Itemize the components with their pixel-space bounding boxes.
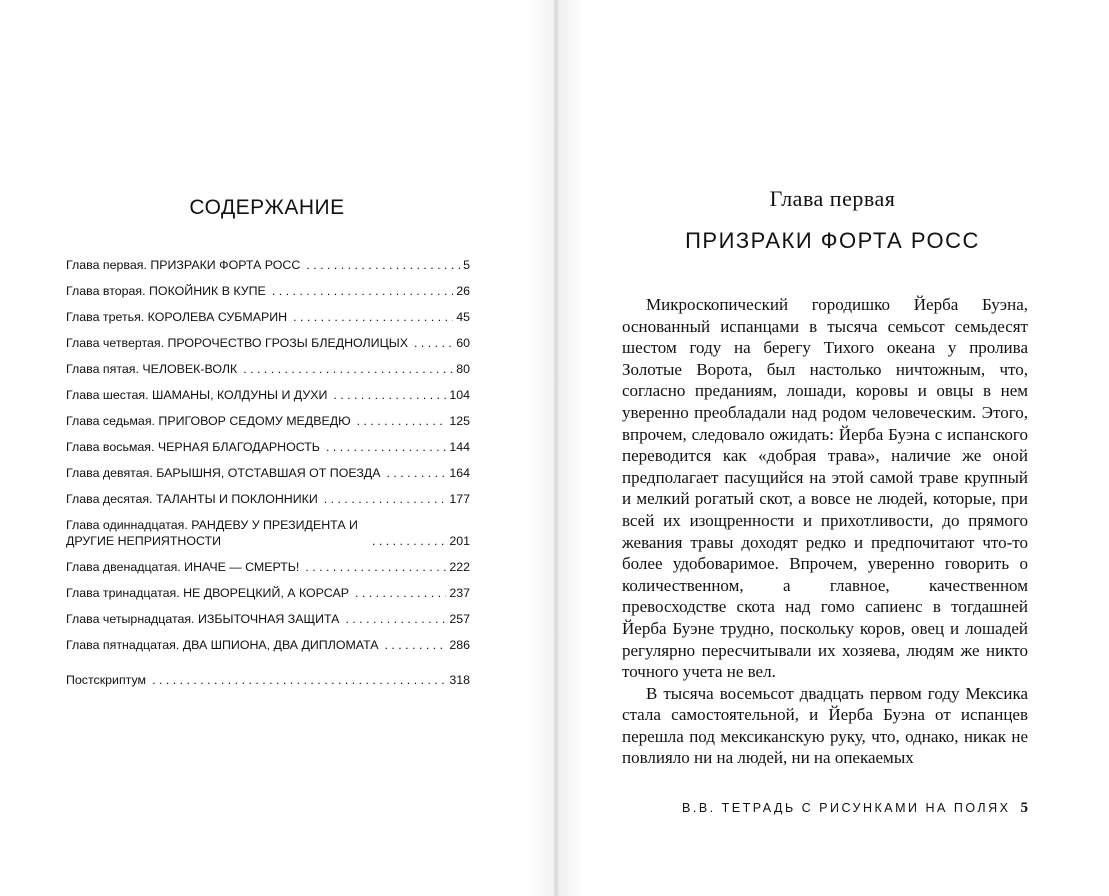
toc-entry-title: Глава седьмая. ПРИГОВОР СЕДОМУ МЕДВЕДЮ — [66, 414, 351, 428]
toc-entry-title: Глава четырнадцатая. ИЗБЫТОЧНАЯ ЗАЩИТА — [66, 612, 340, 626]
toc-entry-title: Глава пятая. ЧЕЛОВЕК-ВОЛК — [66, 362, 238, 376]
toc-leader-dots — [386, 465, 446, 481]
toc-page-number: 80 — [456, 362, 470, 376]
toc-page-number: 222 — [449, 560, 470, 574]
toc-entry-title: Глава двенадцатая. ИНАЧЕ — СМЕРТЬ! — [66, 560, 300, 574]
toc-leader-dots — [326, 439, 446, 455]
toc-entry-title: Глава шестая. ШАМАНЫ, КОЛДУНЫ И ДУХИ — [66, 388, 328, 402]
toc-page-number: 257 — [449, 612, 470, 626]
toc-entry[interactable] — [66, 403, 470, 429]
toc-entry[interactable] — [66, 377, 470, 403]
toc-page-number: 237 — [449, 586, 470, 600]
chapter-title: ПРИЗРАКИ ФОРТА РОСС — [685, 228, 980, 253]
toc-leader-dots — [385, 637, 447, 653]
toc-entry-title: Глава вторая. ПОКОЙНИК В КУПЕ — [66, 284, 266, 298]
toc-leader-dots — [357, 413, 447, 429]
toc-entry[interactable] — [66, 429, 470, 455]
toc-page-number: 60 — [456, 336, 470, 350]
toc-leader-dots — [414, 335, 453, 351]
page-number: 5 — [1020, 800, 1028, 816]
toc-leader-dots — [305, 559, 446, 575]
toc-page-number: 5 — [463, 258, 470, 272]
body-paragraph: Микроскопический городишко Йерба Буэна, основанный испанцами в тысяча семьсот семьдесят шестом году на берегу Тихого океана у пролива Золотые Ворота, был настолько ничтожным, что, согласно преданиям, лошади, коровы и овцы в нем уверенно преобладали над родом человеческим. Этого, впрочем, следовало ожидать: Йерба Буэна с испанского переводится как «добрая трава», наличие же оной предполагает пасущийся на этой самой траве крупный и мелкий рогатый скот, а вовсе не людей, которые, при всей их изощренности и прихотливости, до прямого жевания травы доходят редко и предпочитают что-то более удобоваримое. Впрочем, уверенно говорить о количественном, а главное, качественном превосходстве скота над гомо сапиенс в тогдашней Йерба Буэне трудно, поскольку коров, овец и лошадей регулярно пересчитывали их хозяева, людям же никто точного учета не вел. — [622, 295, 1028, 682]
toc-entry-title: Глава тринадцатая. НЕ ДВОРЕЦКИЙ, А КОРСАР — [66, 586, 349, 600]
toc-entry[interactable] — [66, 351, 470, 377]
toc-entry[interactable] — [66, 247, 470, 273]
toc-entry-title: Глава восьмая. ЧЕРНАЯ БЛАГОДАРНОСТЬ — [66, 440, 320, 454]
toc-leader-dots — [324, 491, 447, 507]
toc-page-number: 318 — [449, 673, 470, 687]
toc-entry[interactable] — [66, 481, 470, 507]
toc-page-number: 45 — [456, 310, 470, 324]
toc-page-number: 26 — [456, 284, 470, 298]
toc-leader-dots — [293, 309, 453, 325]
running-footer — [556, 800, 1028, 817]
toc-page-number: 286 — [449, 638, 470, 652]
toc-entry-postscript[interactable] — [66, 662, 470, 688]
toc-entry-title: Глава девятая. БАРЫШНЯ, ОТСТАВШАЯ ОТ ПОЕЗДА — [66, 466, 381, 480]
chapter-body — [622, 294, 1028, 769]
toc-page-number: 125 — [449, 414, 470, 428]
toc-leader-dots — [333, 387, 446, 403]
toc-entry-title: Глава десятая. ТАЛАНТЫ И ПОКЛОННИКИ — [66, 492, 318, 506]
toc-entry[interactable] — [66, 507, 470, 549]
chapter-label: Глава первая — [769, 186, 896, 211]
body-paragraph: В тысяча восемьсот двадцать первом году Мексика стала самостоятельной, и Йерба Буэна от испанцев перешла под мексиканскую руку, что, однако, никак не повлияло ни на людей, ни на опекаемых — [622, 683, 1028, 768]
toc-entry-title: Глава одиннадцатая. РАНДЕВУ У ПРЕЗИДЕНТА И ДРУГИЕ НЕПРИЯТНОСТИ — [66, 518, 358, 548]
toc-leader-dots — [306, 257, 460, 273]
toc-page-number: 201 — [449, 534, 470, 548]
toc-entry-title: Глава третья. КОРОЛЕВА СУБМАРИН — [66, 310, 288, 324]
toc-entry[interactable] — [66, 575, 470, 601]
toc-entry[interactable] — [66, 601, 470, 627]
contents-list — [66, 247, 470, 688]
toc-leader-dots — [243, 361, 453, 377]
running-title: В.В. ТЕТРАДЬ С РИСУНКАМИ НА ПОЛЯХ — [682, 801, 1011, 815]
toc-entry[interactable] — [66, 273, 470, 299]
toc-page-number: 164 — [449, 466, 470, 480]
chapter-page — [556, 0, 1109, 896]
toc-entry[interactable] — [66, 325, 470, 351]
toc-entry-title: Глава пятнадцатая. ДВА ШПИОНА, ДВА ДИПЛОМАТА — [66, 638, 379, 652]
toc-entry-title: Глава первая. ПРИЗРАКИ ФОРТА РОСС — [66, 258, 301, 272]
toc-leader-dots — [152, 672, 446, 688]
toc-page-number: 144 — [449, 440, 470, 454]
toc-entry[interactable] — [66, 627, 470, 653]
toc-entry[interactable] — [66, 455, 470, 481]
toc-leader-dots — [372, 533, 446, 549]
toc-entry-title: Постскриптум — [66, 673, 147, 687]
toc-entry[interactable] — [66, 299, 470, 325]
toc-leader-dots — [355, 585, 446, 601]
toc-leader-dots — [345, 611, 446, 627]
toc-leader-dots — [272, 283, 453, 299]
toc-entry-title: Глава четвертая. ПРОРОЧЕСТВО ГРОЗЫ БЛЕДНОЛИЦЫХ — [66, 336, 408, 350]
toc-page-number: 104 — [449, 388, 470, 402]
toc-page-number: 177 — [449, 492, 470, 506]
toc-entry[interactable] — [66, 549, 470, 575]
contents-heading: СОДЕРЖАНИЕ — [189, 196, 345, 219]
